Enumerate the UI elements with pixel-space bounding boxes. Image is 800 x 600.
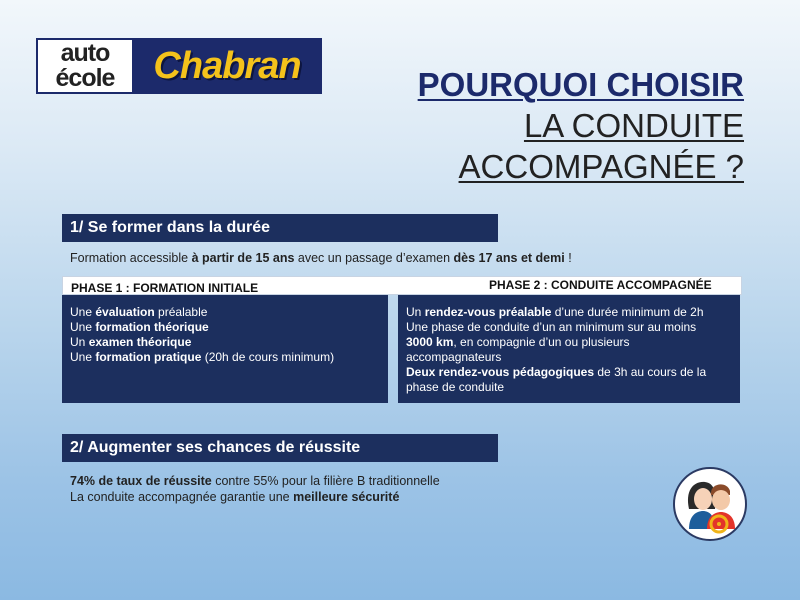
list-item: Une évaluation préalable (70, 305, 208, 319)
logo-auto-ecole (36, 38, 132, 94)
intro-text-1: Formation accessible (70, 251, 192, 265)
logo-ecole-text: école (55, 64, 115, 92)
intro-text-3: ! (564, 251, 572, 265)
title-line-3: ACCOMPAGNÉE ? (458, 148, 744, 185)
intro-bold-age: à partir de 15 ans (191, 251, 295, 265)
list-item: phase de conduite (406, 380, 505, 394)
logo-brand-text: Chabran (153, 44, 301, 87)
success-rate-line: 74% de taux de réussite contre 55% pour la filière B traditionnelle (70, 474, 440, 488)
phase-2-box (398, 295, 740, 403)
section-2-heading: 2/ Augmenter ses chances de réussite (62, 434, 498, 462)
phase-label-bar (62, 276, 742, 295)
list-item: Une formation théorique (70, 320, 209, 334)
title-line-1: POURQUOI CHOISIR (417, 66, 744, 103)
phase-1-label: PHASE 1 : FORMATION INITIALE (71, 281, 259, 295)
section-1-intro (70, 251, 572, 265)
list-item: Deux rendez-vous pédagogiques de 3h au cours de la (406, 365, 707, 379)
intro-text-2: avec un passage d’examen (294, 251, 454, 265)
section-2-text (70, 473, 440, 505)
list-item: Une formation pratique (20h de cours minimum) (70, 350, 335, 364)
page-title (418, 64, 744, 187)
phase-1-box (62, 295, 388, 403)
list-item: 3000 km, en compagnie d’un ou plusieurs (406, 335, 630, 349)
auto-ecole-chabran-logo (36, 38, 322, 94)
section-1-heading: 1/ Se former dans la durée (62, 214, 498, 242)
title-line-2: LA CONDUITE (523, 107, 744, 144)
logo-brand-panel (132, 38, 322, 94)
logo-auto-text: auto (60, 39, 110, 67)
safety-line: La conduite accompagnée garantie une meilleure sécurité (70, 490, 400, 504)
drivers-illustration-icon (673, 467, 747, 541)
intro-bold-exam-age: dès 17 ans et demi (453, 251, 565, 265)
list-item: Un examen théorique (70, 335, 192, 349)
phase-2-label: PHASE 2 : CONDUITE ACCOMPAGNÉE (489, 278, 712, 292)
list-item: Une phase de conduite d’un an minimum sur au moins (406, 320, 697, 334)
list-item: Un rendez-vous préalable d’une durée minimum de 2h (406, 305, 704, 319)
list-item: accompagnateurs (406, 350, 502, 364)
